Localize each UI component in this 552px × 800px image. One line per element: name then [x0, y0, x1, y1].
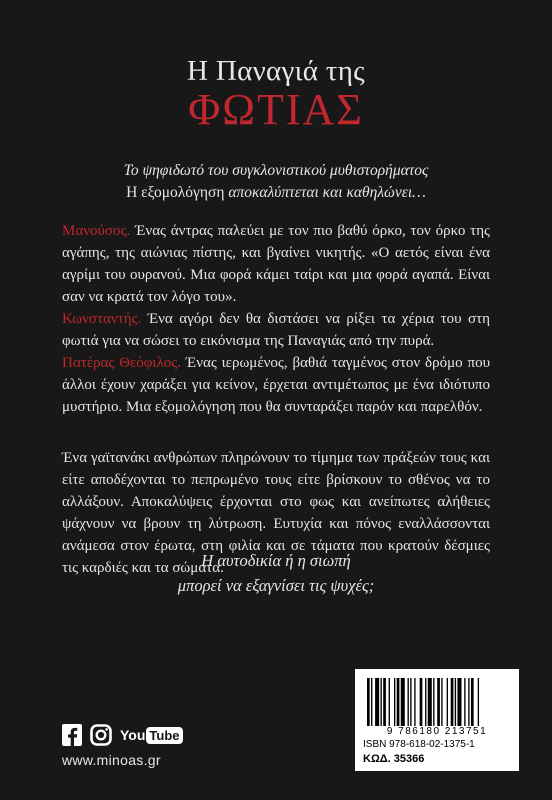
intro-line1: Το ψηφιδωτό του συγκλονιστικού μυθιστορήματος: [123, 162, 429, 179]
synopsis-paragraph: Ένα γαϊτανάκι ανθρώπων πληρώνουν το τίμημα των πράξεών τους και είτε αποδέχονται το πεπρωμένο τους είτε βρίσκουν το σθένος να το αλλάξουν. Αποκαλύψεις έρχονται στο φως και ανείπωτες αλήθειες ψάχνουν να βρουν τη λύτρωση. Ευτυχία και πόνος εναλλάσσονται ανάμεσα στον έρωτα, στη φιλία και σε τάματα που κρατούν δέσμιες τις καρδιές και τα σώματα.: [62, 450, 490, 576]
character-text: Ένας ιερωμένος, βαθιά ταγμένος στον δρόμο που άλλοι έχουν χαράξει για κείνον, έρχεται αντιμέτωπος με ένα ιδιότυπο μυστήριο. Μια εξομολόγηση που θα συνταράξει παρόν και παρελθόν.: [62, 355, 490, 415]
barcode-bar: [371, 678, 372, 726]
barcode-bar: [447, 678, 448, 726]
book-title-line2: ΦΩΤΙΑΣ: [188, 85, 364, 134]
barcode-icon: [365, 678, 509, 726]
youtube-tube: Tube: [146, 727, 182, 744]
barcode-bar: [367, 678, 370, 726]
instagram-icon[interactable]: [90, 724, 112, 746]
barcode-bar: [468, 678, 469, 726]
barcode-bar: [408, 678, 409, 726]
barcode-panel: [355, 669, 519, 771]
facebook-icon[interactable]: [62, 724, 82, 746]
social-links: [62, 723, 183, 747]
barcode-bar: [389, 678, 390, 726]
barcode-bar: [455, 678, 456, 726]
intro-line2-prefix: Η εξομολόγηση: [126, 184, 229, 201]
closing-line1: Η αυτοδικία ή η σιωπή: [201, 551, 351, 570]
closing-line2: μπορεί να εξαγνίσει τις ψυχές;: [177, 576, 375, 595]
barcode-bar: [441, 678, 442, 726]
barcode-bar: [420, 678, 423, 726]
characters-block: [62, 220, 490, 418]
barcode-bar: [471, 678, 474, 726]
barcode-bar: [478, 678, 479, 726]
youtube-you: You: [120, 727, 146, 743]
barcode-bar: [381, 678, 382, 726]
character-paragraph: [62, 352, 490, 418]
barcode-bar: [464, 678, 465, 726]
character-text: Ένα αγόρι δεν θα διστάσει να ρίξει τα χέρια του στη φωτιά για να σώσει το εικόνισμα της Παναγιάς από την πυρά.: [62, 311, 490, 349]
isbn-text: ISBN 978-618-02-1375-1: [363, 739, 475, 750]
barcode-bar: [375, 678, 379, 726]
barcode-number: 9 786180 213751: [386, 726, 488, 737]
character-name: Κωνσταντής.: [62, 311, 142, 327]
intro-block: [60, 160, 492, 204]
barcode-bar: [428, 678, 432, 726]
barcode-bar: [410, 678, 411, 726]
youtube-icon[interactable]: [120, 727, 183, 744]
product-code: ΚΩΔ. 35366: [363, 753, 425, 765]
barcode-bar: [394, 678, 395, 726]
barcode-bar: [437, 678, 440, 726]
character-paragraph: [62, 308, 490, 352]
character-paragraph: [62, 220, 490, 308]
barcode-bar: [433, 678, 434, 726]
book-title-line1: Η Παναγιά της: [187, 55, 365, 87]
intro-line2-emphasis: αποκαλύπτεται και καθηλώνει…: [228, 184, 426, 201]
barcode-bar: [383, 678, 386, 726]
barcode-bar: [401, 678, 405, 726]
character-name: Μανούσος.: [62, 223, 131, 239]
barcode-bar: [397, 678, 400, 726]
barcode-bar: [425, 678, 426, 726]
barcode-bar: [457, 678, 461, 726]
barcode-bar: [414, 678, 415, 726]
character-name: Πατέρας Θεόφιλος.: [62, 355, 181, 371]
website-link[interactable]: www.minoas.gr: [62, 752, 161, 768]
character-text: Ένας άντρας παλεύει με τον πιο βαθύ όρκο, τον όρκο της αγάπης, της αιώνιας πίστης, και βγαίνει νικητής. «Ο αετός είναι ένα αγρίμι του ουρανού. Μια φορά κάμει ταίρι και μια φορά αγαπά. Είναι σαν να κρατά τον λόγο του».: [62, 223, 490, 305]
barcode-bar: [451, 678, 454, 726]
closing-question: [60, 548, 492, 598]
